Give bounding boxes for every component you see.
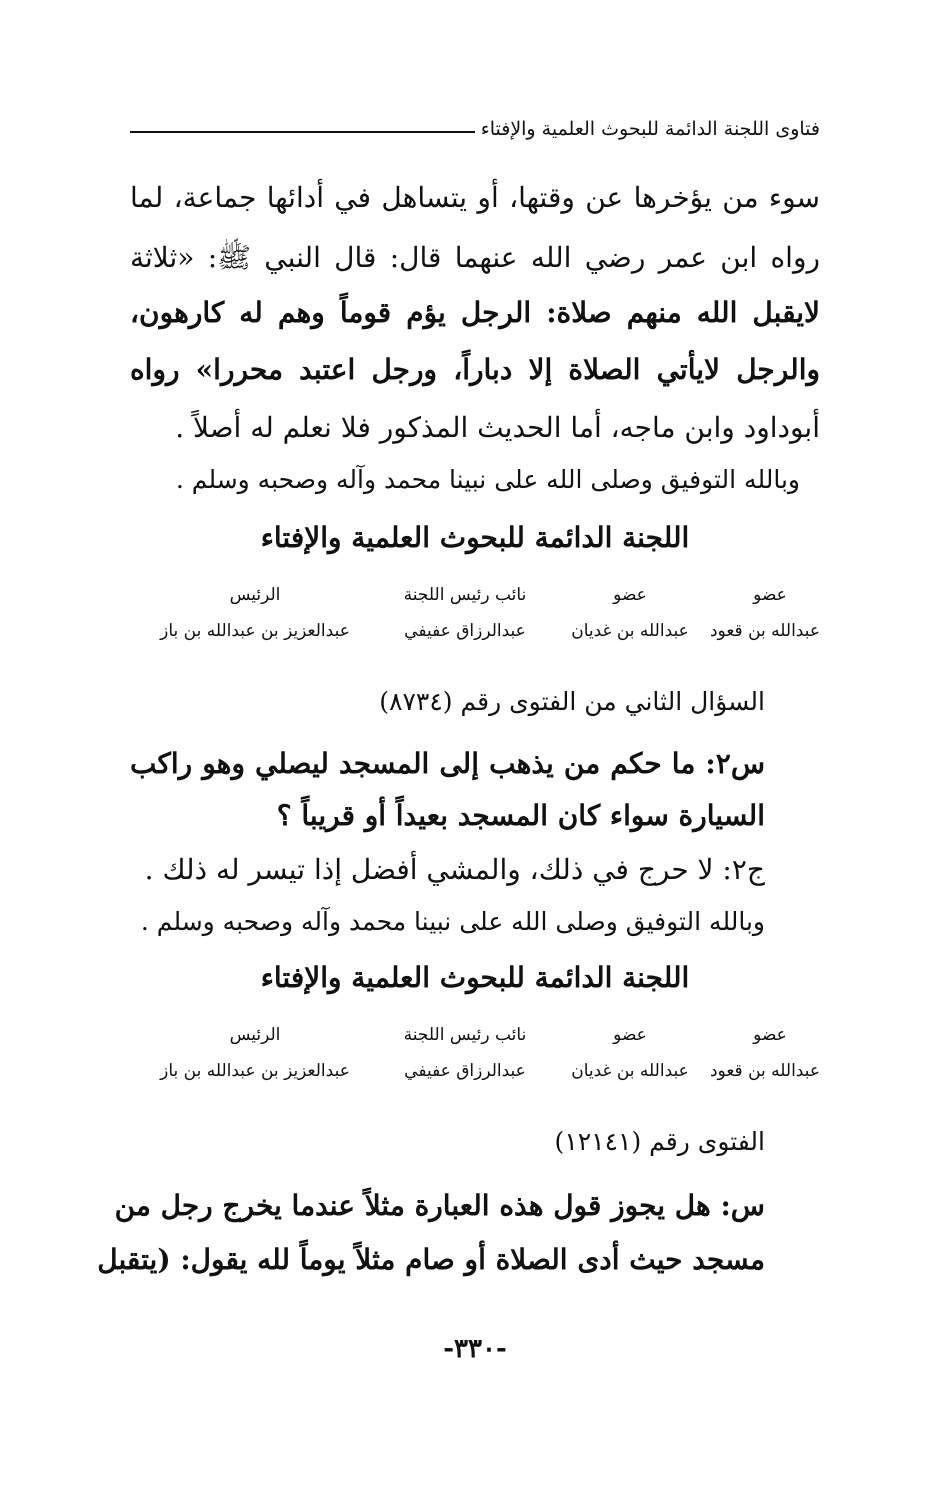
signature-role: عضو (613, 1025, 647, 1045)
page-number: -٣٣٠- (443, 1334, 507, 1364)
running-head-rule (130, 131, 475, 133)
signature-name: عبدالرزاق عفيفي (404, 621, 526, 641)
signature-name: عبدالعزيز بن عبدالله بن باز (160, 1061, 350, 1081)
committee-title: اللجنة الدائمة للبحوث العلمية والإفتاء (260, 961, 690, 994)
signature-name: عبدالله بن غديان (571, 621, 689, 641)
signature-name: عبدالله بن قعود (709, 621, 820, 641)
passage-line: والرجل لايأتي الصلاة إلا دباراً، ورجل اعتبد محررا» رواه (130, 353, 820, 386)
signature-role: نائب رئيس اللجنة (403, 585, 527, 605)
signature-role: عضو (753, 1025, 787, 1045)
signature-role: الرئيس (229, 1025, 281, 1045)
signature-name: عبدالعزيز بن عبدالله بن باز (160, 621, 350, 641)
closing-formula: وبالله التوفيق وصلى الله على نبينا محمد وآله وصحبه وسلم . (140, 907, 765, 936)
passage-line: لايقبل الله منهم صلاة: الرجل يؤم قوماً وهم له كارهون، (130, 296, 820, 329)
signature-block (130, 582, 820, 644)
fatwa-heading: السؤال الثاني من الفتوى رقم (٨٧٣٤) (379, 687, 765, 716)
signature-name: عبدالله بن قعود (709, 1061, 820, 1081)
closing-formula: وبالله التوفيق وصلى الله على نبينا محمد وآله وصحبه وسلم . (175, 465, 800, 494)
passage-line: رواه ابن عمر رضي الله عنهما قال: قال النبي ﷺ: «ثلاثة (130, 241, 820, 274)
question-line: مسجد حيث أدى الصلاة أو صام مثلاً يوماً لله يقول: (يتقبل (97, 1243, 765, 1276)
passage-line: سوء من يؤخرها عن وقتها، أو يتساهل في أدائها جماعة، لما (130, 181, 820, 214)
passage-line: أبوداود وابن ماجه، أما الحديث المذكور فلا نعلم له أصلاً . (175, 411, 820, 444)
signature-role: الرئيس (229, 585, 281, 605)
signature-name: عبدالله بن غديان (571, 1061, 689, 1081)
running-head-title: فتاوى اللجنة الدائمة للبحوث العلمية والإفتاء (480, 118, 820, 140)
question-line: س: هل يجوز قول هذه العبارة مثلاً عندما يخرج رجل من (114, 1189, 765, 1222)
committee-title: اللجنة الدائمة للبحوث العلمية والإفتاء (260, 521, 690, 554)
signature-role: نائب رئيس اللجنة (403, 1025, 527, 1045)
signature-role: عضو (753, 585, 787, 605)
signature-role: عضو (613, 585, 647, 605)
fatwa-heading: الفتوى رقم (١٢١٤١) (554, 1127, 765, 1156)
signature-block (130, 1022, 820, 1084)
answer-line: ج٢: لا حرج في ذلك، والمشي أفضل إذا تيسر له ذلك . (144, 853, 765, 886)
running-head (130, 118, 820, 140)
question-line: السيارة سواء كان المسجد بعيداً أو قريباً ؟ (276, 799, 765, 832)
question-line: س٢: ما حكم من يذهب إلى المسجد ليصلي وهو راكب (130, 747, 765, 780)
signature-name: عبدالرزاق عفيفي (404, 1061, 526, 1081)
